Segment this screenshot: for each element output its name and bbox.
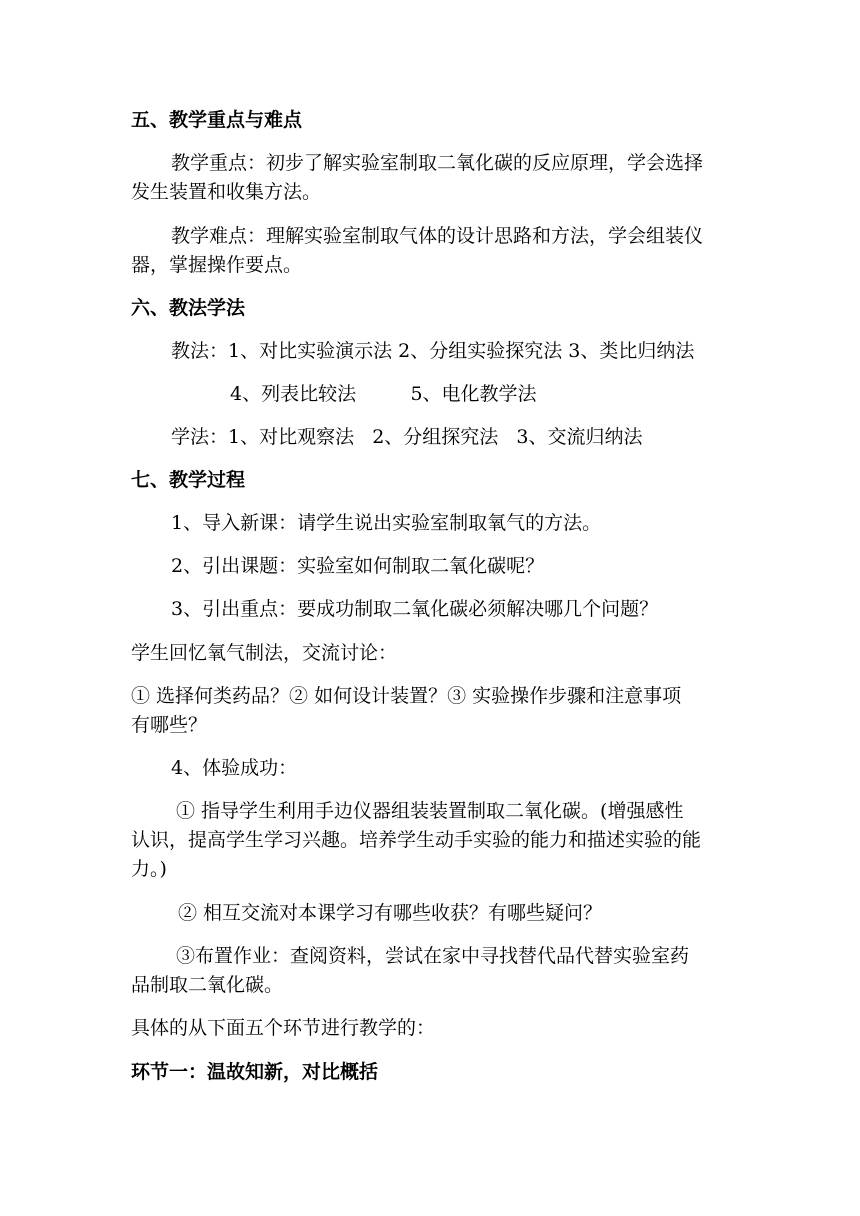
- process-step-3: 3、引出重点：要成功制取二氧化碳必须解决哪几个问题？: [171, 598, 659, 620]
- section-heading-6: 六、教法学法: [131, 297, 246, 319]
- learning-methods-line: 学法：1、对比观察法 2、分组探究法 3、交流归纳法: [171, 426, 643, 448]
- key-point-line-2: 发生装置和收集方法。: [131, 181, 322, 203]
- questions-line-1: ① 选择何类药品？② 如何设计装置？③ 实验操作步骤和注意事项: [131, 685, 682, 707]
- five-links-intro: 具体的从下面五个环节进行教学的：: [131, 1017, 436, 1039]
- process-step-4: 4、体验成功：: [171, 757, 298, 779]
- process-step-2: 2、引出课题：实验室如何制取二氧化碳呢？: [171, 555, 545, 577]
- section-heading-5: 五、教学重点与难点: [131, 109, 303, 131]
- sub-item-1-line-3: 力。): [131, 858, 167, 880]
- recall-discussion-line: 学生回忆氧气制法，交流讨论：: [131, 642, 398, 664]
- link-1-heading: 环节一：温故知新，对比概括: [131, 1061, 379, 1083]
- difficulty-line-2: 器，掌握操作要点。: [131, 254, 303, 276]
- teaching-methods-line-1: 教法：1、对比实验演示法 2、分组实验探究法 3、类比归纳法: [171, 340, 695, 362]
- sub-item-1-line-1: ① 指导学生利用手边仪器组装装置制取二氧化碳。(增强感性: [176, 800, 684, 822]
- key-point-line-1: 教学重点：初步了解实验室制取二氧化碳的反应原理，学会选择: [171, 152, 704, 174]
- process-step-1: 1、导入新课：请学生说出实验室制取氧气的方法。: [171, 512, 602, 534]
- section-heading-7: 七、教学过程: [131, 469, 246, 491]
- difficulty-line-1: 教学难点：理解实验室制取气体的设计思路和方法，学会组装仪: [171, 225, 704, 247]
- sub-item-3-line-2: 品制取二氧化碳。: [131, 974, 284, 996]
- sub-item-2: ② 相互交流对本课学习有哪些收获？有哪些疑问？: [178, 902, 603, 924]
- teaching-methods-line-2: 4、列表比较法 5、电化教学法: [230, 383, 537, 405]
- sub-item-3-line-1: ③布置作业：查阅资料，尝试在家中寻找替代品代替实验室药: [176, 945, 690, 967]
- sub-item-1-line-2: 认识，提高学生学习兴趣。培养学生动手实验的能力和描述实验的能: [131, 829, 702, 851]
- questions-line-2: 有哪些？: [131, 714, 208, 736]
